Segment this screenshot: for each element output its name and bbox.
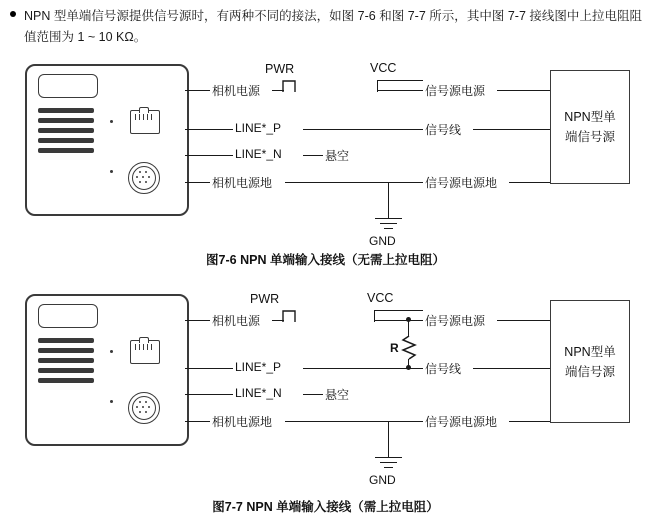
camera-fin-1	[38, 108, 94, 113]
wire-line-n-1b	[303, 155, 323, 156]
ground-bar-3	[384, 228, 393, 229]
label-line-p-2: LINE*_P	[235, 360, 282, 374]
label-line-n-2: LINE*_N	[235, 386, 282, 400]
wire-vcc-top-2	[374, 310, 423, 311]
ground-bar-6	[384, 467, 393, 468]
wire-source-ground-2b	[509, 421, 550, 422]
label-line-n-1: LINE*_N	[235, 147, 282, 161]
ethernet-notch-icon-1	[139, 107, 149, 113]
ethernet-port-icon-2	[130, 340, 160, 364]
circular-connector-inner-2	[132, 396, 156, 420]
ethernet-notch-icon-2	[139, 337, 149, 343]
label-camera-power-2: 相机电源	[212, 314, 261, 328]
wire-ground-drop-1	[388, 182, 389, 218]
label-source-ground-2: 信号源电源地	[425, 415, 498, 429]
wire-signal-line-1b	[473, 129, 550, 130]
wire-ground-drop-2	[388, 421, 389, 457]
label-source-ground-1: 信号源电源地	[425, 176, 498, 190]
camera-top-panel-2	[38, 304, 98, 328]
figure-7-6	[0, 52, 651, 272]
camera-fin-6	[38, 338, 94, 343]
wire-camera-ground-2b	[285, 421, 423, 422]
source-box-line2-1: 端信号源	[564, 130, 615, 144]
label-resistor-2: R	[390, 341, 399, 355]
label-signal-line-2: 信号线	[425, 362, 462, 376]
wire-line-n-2	[185, 394, 233, 395]
wire-camera-ground-1	[185, 182, 210, 183]
camera-terminal-dot-3	[110, 350, 113, 353]
camera-fin-8	[38, 358, 94, 363]
wire-line-p-2b	[303, 368, 423, 369]
label-vcc-1: VCC	[370, 61, 397, 75]
signal-source-box-2	[550, 300, 630, 423]
wire-line-p-2	[185, 368, 233, 369]
camera-fin-10	[38, 378, 94, 383]
wire-line-n-1	[185, 155, 233, 156]
label-camera-ground-2: 相机电源地	[212, 415, 273, 429]
camera-fin-9	[38, 368, 94, 373]
wire-line-p-1	[185, 129, 233, 130]
source-box-line2-2: 端信号源	[564, 364, 615, 379]
source-box-line1-1: NPN型单	[564, 110, 616, 124]
wire-camera-ground-2	[185, 421, 210, 422]
label-signal-line-1: 信号线	[425, 123, 462, 137]
camera-terminal-dot-2	[110, 170, 113, 173]
label-floating-2: 悬空	[325, 388, 350, 402]
label-vcc-2: VCC	[367, 291, 394, 305]
label-source-power-1: 信号源电源	[425, 84, 486, 98]
label-gnd-1: GND	[369, 234, 396, 248]
label-line-p-1: LINE*_P	[235, 121, 282, 135]
ground-bar-5	[380, 462, 397, 463]
ground-bar-2	[380, 223, 397, 224]
camera-fin-2	[38, 118, 94, 123]
ground-bar-1	[375, 218, 402, 219]
figure-7-7	[0, 282, 651, 532]
label-pwr-1: PWR	[265, 62, 295, 76]
wire-source-power-1b	[497, 90, 550, 91]
ground-bar-4	[375, 457, 402, 458]
circular-connector-icon-1	[128, 162, 160, 194]
wire-source-power-2b	[497, 320, 550, 321]
camera-fin-5	[38, 148, 94, 153]
label-source-power-2: 信号源电源	[425, 314, 486, 328]
intro-paragraph	[10, 6, 642, 48]
ethernet-port-icon-1	[130, 110, 160, 134]
circular-connector-inner-1	[132, 166, 156, 190]
wire-camera-power-2	[185, 320, 210, 321]
wire-source-power-2	[374, 320, 423, 321]
pwr-step-icon-1	[282, 78, 302, 94]
source-box-line1-2: NPN型单	[564, 344, 616, 359]
camera-fin-4	[38, 138, 94, 143]
camera-fin-3	[38, 128, 94, 133]
label-camera-power-1: 相机电源	[212, 84, 261, 98]
intro-text: NPN 型单端信号源提供信号源时，有两种不同的接法，如图 7-6 和图 7-7 所示，其中图 7-7 接线图中上拉电阻阻值范围为 1 ~ 10 KΩ。	[24, 9, 642, 44]
pwr-step-icon-2	[282, 308, 302, 324]
wire-source-power-1	[377, 90, 423, 91]
figure-caption-2: 图7-7 NPN 单端输入接线（需上拉电阻）	[212, 500, 439, 514]
camera-terminal-dot-4	[110, 400, 113, 403]
wire-signal-line-2b	[473, 368, 550, 369]
wire-line-p-1b	[303, 129, 423, 130]
bullet-icon	[10, 11, 16, 17]
wire-camera-ground-1b	[285, 182, 423, 183]
wire-camera-power-1	[185, 90, 210, 91]
camera-terminal-dot-1	[110, 120, 113, 123]
wire-source-ground-1b	[509, 182, 550, 183]
resistor-icon-2	[400, 336, 418, 364]
label-pwr-2: PWR	[250, 292, 280, 306]
wire-line-n-2b	[303, 394, 323, 395]
signal-source-box-1	[550, 70, 630, 184]
label-floating-1: 悬空	[325, 149, 350, 163]
label-gnd-2: GND	[369, 473, 396, 487]
label-camera-ground-1: 相机电源地	[212, 176, 273, 190]
figure-caption-1: 图7-6 NPN 单端输入接线（无需上拉电阻）	[206, 253, 445, 267]
junction-node-bottom-2	[406, 365, 411, 370]
wire-resistor-top-2	[408, 320, 409, 337]
camera-top-panel-1	[38, 74, 98, 98]
camera-fin-7	[38, 348, 94, 353]
circular-connector-icon-2	[128, 392, 160, 424]
wire-vcc-top-1	[377, 80, 423, 81]
